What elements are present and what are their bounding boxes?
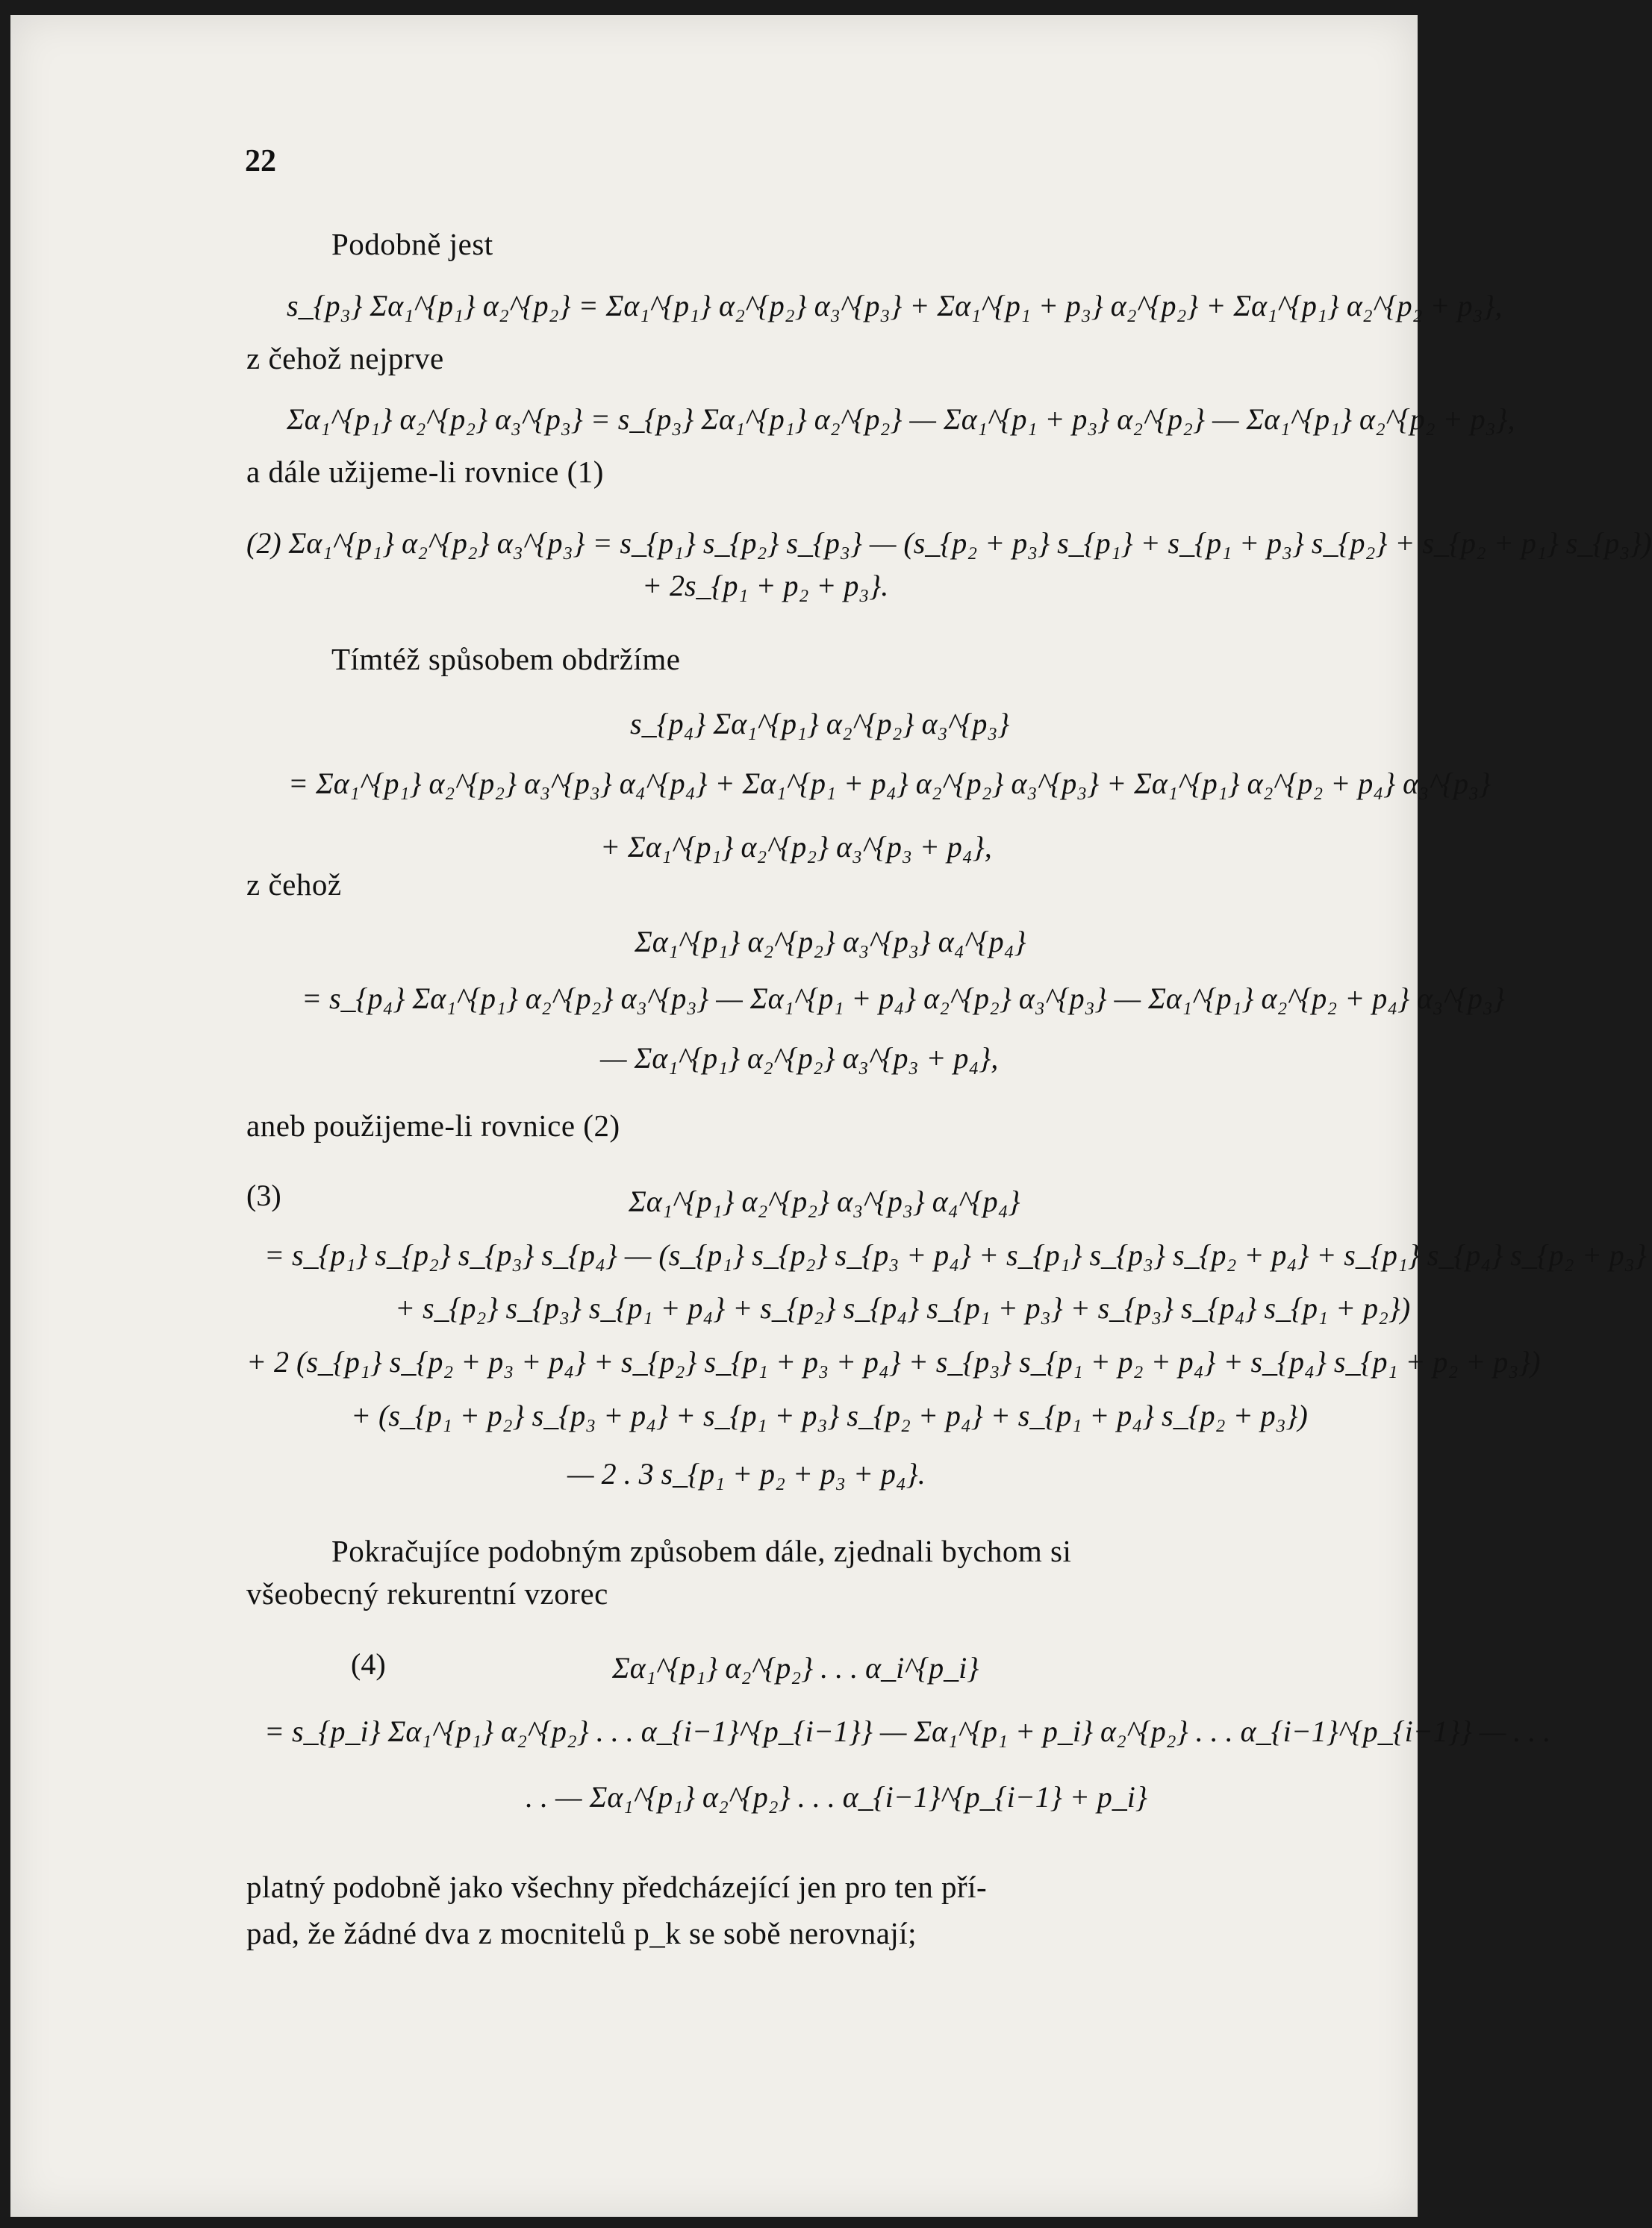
equation-line-11: + Σα₁^{p₁} α₂^{p₂} α₃^{p₃ + p₄}, [600, 830, 992, 864]
page-number: 22 [245, 144, 276, 178]
equation-3-line-3: + 2 (s_{p₁} s_{p₂ + p₃ + p₄} + s_{p₂} s_{p₁ + p₃ + p₄} + s_{p₃} s_{p₁ + p₂ + p₄} + s_{p₄} s_{p₁ + p₂ + p₃}) [246, 1345, 1541, 1379]
text-line-30: platný podobně jako všechny předcházející jen pro ten pří- [246, 1870, 988, 1904]
equation-3-lhs: Σα₁^{p₁} α₂^{p₂} α₃^{p₃} α₄^{p₄} [629, 1185, 1020, 1218]
equation-2-continued: + 2s_{p₁ + p₂ + p₃}. [642, 569, 889, 602]
equation-line-15: — Σα₁^{p₁} α₂^{p₂} α₃^{p₃ + p₄}, [600, 1041, 999, 1075]
text-line-1: Podobně jest [331, 227, 493, 261]
equation-2: (2) Σα₁^{p₁} α₂^{p₂} α₃^{p₃} = s_{p₁} s_{p₂} s_{p₃} — (s_{p₂ + p₃} s_{p₁} + s_{p₁ + p₃} s_{p₂} + s_{p₂ + p₁} s_{p₃}) [246, 526, 1652, 560]
text-line-24: Pokračujíce podobným způsobem dále, zjednali bychom si [331, 1534, 1072, 1568]
equation-line-10: = Σα₁^{p₁} α₂^{p₂} α₃^{p₃} α₄^{p₄} + Σα₁^{p₁ + p₄} α₂^{p₂} α₃^{p₃} + Σα₁^{p₁} α₂^{p₂ + p₄} α₃^{p₃} [288, 767, 1491, 800]
text-line-25: všeobecný rekurentní vzorec [246, 1576, 608, 1611]
text-line-8: Tímtéž spůsobem obdržíme [331, 642, 681, 676]
equation-3-number: (3) [246, 1179, 281, 1212]
book-page [10, 15, 1652, 2217]
equation-line-9: s_{p₄} Σα₁^{p₁} α₂^{p₂} α₃^{p₃} [630, 707, 1010, 740]
text-line-5: a dále užijeme-li rovnice (1) [246, 455, 604, 489]
equation-line-14: = s_{p₄} Σα₁^{p₁} α₂^{p₂} α₃^{p₃} — Σα₁^{p₁ + p₄} α₂^{p₂} α₃^{p₃} — Σα₁^{p₁} α₂^{p₂ + p₄} α₃^{p₃} [302, 982, 1505, 1015]
equation-3-line-5: — 2 . 3 s_{p₁ + p₂ + p₃ + p₄}. [567, 1457, 926, 1491]
equation-4-number: (4) [351, 1647, 386, 1681]
equation-line-13: Σα₁^{p₁} α₂^{p₂} α₃^{p₃} α₄^{p₄} [635, 925, 1026, 958]
equation-4-lhs: Σα₁^{p₁} α₂^{p₂} . . . α_i^{p_i} [612, 1651, 979, 1685]
text-line-3: z čehož nejprve [246, 341, 444, 375]
equation-4-line-1: = s_{p_i} Σα₁^{p₁} α₂^{p₂} . . . α_{i−1}^{p_{i−1}} — Σα₁^{p₁ + p_i} α₂^{p₂} . . . α_{i−1}^{p_{i−1}} — . . . [264, 1714, 1551, 1748]
equation-line-4: Σα₁^{p₁} α₂^{p₂} α₃^{p₃} = s_{p₃} Σα₁^{p₁} α₂^{p₂} — Σα₁^{p₁ + p₃} α₂^{p₂} — Σα₁^{p₁} α₂^{p₂ + p₃}, [287, 402, 1515, 436]
equation-3-line-2: + s_{p₂} s_{p₃} s_{p₁ + p₄} + s_{p₂} s_{p₄} s_{p₁ + p₃} + s_{p₃} s_{p₄} s_{p₁ + p₂}) [395, 1291, 1411, 1325]
equation-3-line-1: = s_{p₁} s_{p₂} s_{p₃} s_{p₄} — (s_{p₁} s_{p₂} s_{p₃ + p₄} + s_{p₁} s_{p₃} s_{p₂ + p₄} + s_{p₁} s_{p₄} s_{p₂ + p₃} [264, 1238, 1647, 1272]
equation-4-line-2: . . — Σα₁^{p₁} α₂^{p₂} . . . α_{i−1}^{p_{i−1} + p_i} [526, 1780, 1147, 1814]
text-line-12: z čehož [246, 867, 342, 902]
text-line-16: aneb použijeme-li rovnice (2) [246, 1108, 620, 1143]
equation-line-2: s_{p₃} Σα₁^{p₁} α₂^{p₂} = Σα₁^{p₁} α₂^{p₂} α₃^{p₃} + Σα₁^{p₁ + p₃} α₂^{p₂} + Σα₁^{p₁} α₂^{p₂ + p₃}, [287, 289, 1503, 322]
equation-3-line-4: + (s_{p₁ + p₂} s_{p₃ + p₄} + s_{p₁ + p₃} s_{p₂ + p₄} + s_{p₁ + p₄} s_{p₂ + p₃}) [351, 1399, 1308, 1432]
text-line-31: pad, že žádné dva z mocnitelů p_k se sobě nerovnají; [246, 1916, 917, 1950]
